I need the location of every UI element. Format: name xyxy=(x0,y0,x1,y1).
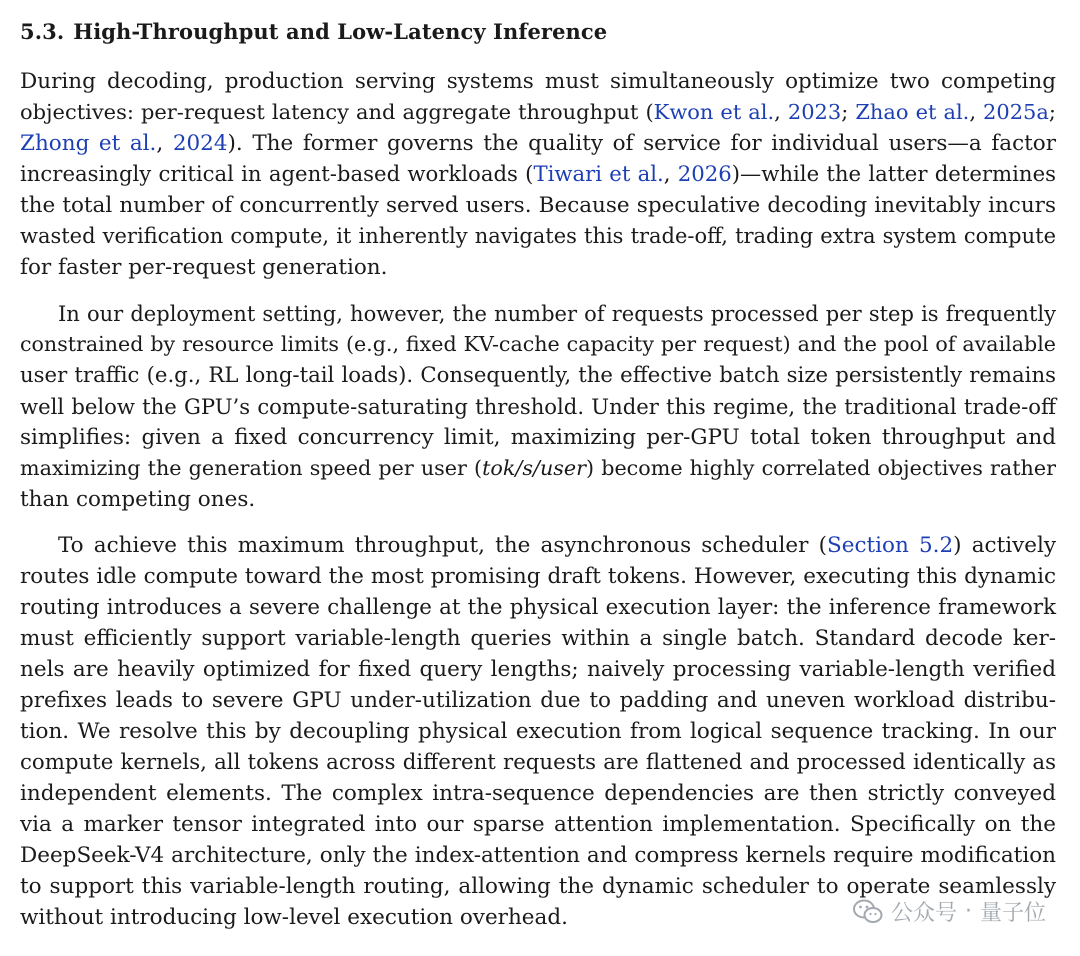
paragraph-gap xyxy=(20,283,1056,298)
paper-page xyxy=(20,14,1056,933)
text-segment: In our deployment setting, however, the number of requests processed per step is frequently xyxy=(58,301,1056,326)
watermark-account: 量子位 xyxy=(979,901,1046,926)
text-line xyxy=(20,561,1056,592)
text-segment: ) become highly correlated objectives rather xyxy=(586,456,1056,480)
section-number: 5.3. xyxy=(20,19,65,44)
citation-link[interactable]: Zhong et al. xyxy=(20,131,157,156)
citation-link[interactable]: 2024 xyxy=(172,131,228,156)
text-line xyxy=(20,360,1056,391)
text-line xyxy=(20,97,1056,128)
text-segment: DeepSeek-V4 architecture, only the index-attention and compress kernels require modification xyxy=(20,843,1056,868)
section-title: High-Throughput and Low-Latency Inference xyxy=(73,19,608,44)
text-segment: prefixes leads to severe GPU under-utilization due to padding and uneven workload distribu- xyxy=(20,688,1056,713)
text-line xyxy=(20,778,1056,809)
text-line xyxy=(20,747,1056,778)
text-segment: objectives: per-request latency and aggregate throughput ( xyxy=(20,100,654,124)
text-line xyxy=(20,422,1056,453)
text-segment: ). The former governs the quality of service for individual users—a factor xyxy=(227,131,1057,156)
citation-link[interactable]: 2025a xyxy=(983,100,1049,124)
text-line xyxy=(20,329,1056,360)
text-segment: increasingly critical in agent-based workloads ( xyxy=(20,162,534,187)
paragraph-gap xyxy=(20,515,1056,530)
paragraph-2 xyxy=(20,298,1056,515)
text-segment: via a marker tensor integrated into our sparse attention implementation. Specifically on the xyxy=(20,812,1056,837)
text-segment: , xyxy=(774,100,788,124)
text-segment: To achieve this maximum throughput, the asynchronous scheduler ( xyxy=(58,533,827,558)
text-line xyxy=(20,685,1056,716)
text-line xyxy=(20,809,1056,840)
text-segment: the total number of concurrently served users. Because speculative decoding inevitably incurs xyxy=(20,193,1056,218)
text-segment: for faster per-request generation. xyxy=(20,255,388,280)
text-segment: tion. We resolve this by decoupling physical execution from logical sequence tracking. In our xyxy=(20,719,1056,744)
text-segment: routes idle compute toward the most promising draft tokens. However, executing this dynamic xyxy=(20,564,1056,589)
text-segment: )—while the latter determines xyxy=(731,162,1057,187)
italic-term: tok/s/user xyxy=(482,456,587,480)
citation-link[interactable]: Tiwari et al. xyxy=(533,162,664,187)
citation-link[interactable]: Kwon et al. xyxy=(653,100,775,124)
wechat-icon xyxy=(853,899,883,925)
text-segment: During decoding, production serving systems must simultaneously optimize two competing xyxy=(20,69,1056,94)
text-segment: must efficiently support variable-length queries within a single batch. Standard decode ker- xyxy=(20,626,1056,651)
citation-link[interactable]: Zhao et al. xyxy=(855,100,970,124)
text-segment: user traffic (e.g., RL long-tail loads). Consequently, the effective batch size persistently remains xyxy=(20,363,1056,388)
text-line xyxy=(20,298,1056,329)
watermark xyxy=(853,896,1046,927)
text-segment: simplifies: given a fixed concurrency limit, maximizing per-GPU total token throughput and xyxy=(20,425,1056,450)
citation-link[interactable]: Section 5.2 xyxy=(827,533,954,558)
text-segment: constrained by resource limits (e.g., fixed KV-cache capacity per request) and the pool of available xyxy=(20,332,1056,356)
watermark-separator: · xyxy=(964,899,972,924)
paragraph-3 xyxy=(20,530,1056,933)
text-segment: than competing ones. xyxy=(20,487,256,512)
text-segment: without introducing low-level execution overhead. xyxy=(20,905,568,930)
text-segment: ) actively xyxy=(953,533,1056,558)
paragraph-1 xyxy=(20,66,1056,283)
section-heading xyxy=(20,14,1056,50)
body-text xyxy=(20,66,1056,933)
text-line xyxy=(20,654,1056,685)
text-segment: routing introduces a severe challenge at the physical execution layer: the inference framework xyxy=(20,595,1056,620)
text-line xyxy=(20,221,1056,252)
text-segment: ; xyxy=(1048,100,1056,124)
text-line xyxy=(20,159,1056,190)
text-line xyxy=(20,453,1056,484)
text-line xyxy=(20,128,1056,159)
citation-link[interactable]: 2023 xyxy=(787,100,842,124)
text-segment: wasted verification compute, it inherently navigates this trade-off, trading extra system compute xyxy=(20,224,1056,248)
text-line xyxy=(20,623,1056,654)
text-segment: well below the GPU’s compute-saturating threshold. Under this regime, the traditional trade-off xyxy=(20,394,1056,419)
text-line xyxy=(20,716,1056,747)
text-line xyxy=(20,484,1056,515)
text-line xyxy=(20,252,1056,283)
text-segment: compute kernels, all tokens across different requests are flattened and processed identically as xyxy=(20,750,1056,775)
text-line xyxy=(20,391,1056,422)
text-line xyxy=(20,592,1056,623)
text-line xyxy=(20,66,1056,97)
text-segment: independent elements. The complex intra-sequence dependencies are then strictly conveyed xyxy=(20,781,1056,806)
text-segment: , xyxy=(663,162,678,187)
citation-link[interactable]: 2026 xyxy=(677,162,732,187)
text-segment: , xyxy=(156,131,173,156)
text-segment: , xyxy=(969,100,984,124)
text-line xyxy=(20,840,1056,871)
text-segment: ; xyxy=(841,100,856,124)
text-segment: to support this variable-length routing, allowing the dynamic scheduler to operate seamlessly xyxy=(20,874,1056,899)
watermark-source: 公众号 xyxy=(890,901,957,926)
text-line xyxy=(20,530,1056,561)
text-line xyxy=(20,190,1056,221)
text-segment: maximizing the generation speed per user ( xyxy=(20,456,483,480)
text-segment: nels are heavily optimized for fixed query lengths; naively processing variable-length verified xyxy=(20,657,1056,682)
